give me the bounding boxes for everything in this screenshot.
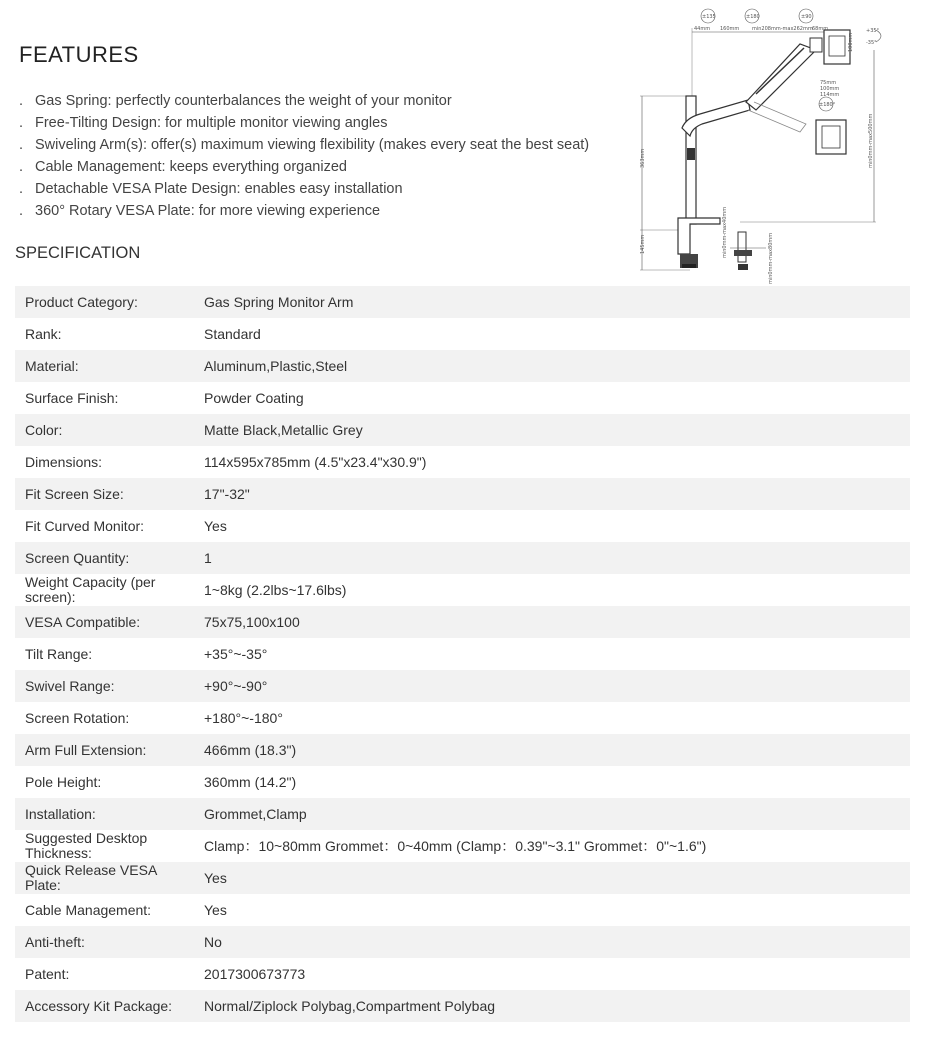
feature-text: Free-Tilting Design: for multiple monitor viewing angles xyxy=(35,115,388,131)
rotate-plate-label: ±180° xyxy=(819,102,836,108)
vesa-114-label: 114mm xyxy=(820,92,840,98)
spec-label: Rank: xyxy=(25,325,62,342)
spec-label: Arm Full Extension: xyxy=(25,741,147,758)
pole-height-label: 363mm xyxy=(640,148,646,168)
table-row xyxy=(15,606,910,638)
clamp-shape xyxy=(678,218,720,254)
spec-label: Fit Curved Monitor: xyxy=(25,517,145,534)
features-list xyxy=(19,90,589,222)
spec-label: Cable Management: xyxy=(25,901,152,918)
spec-label: Weight Capacity (per screen): xyxy=(25,574,156,605)
spec-label: Tilt Range: xyxy=(25,645,93,662)
spec-value: Grommet,Clamp xyxy=(204,806,307,822)
spec-label: Pole Height: xyxy=(25,773,102,790)
bullet-icon: . xyxy=(19,137,24,153)
spec-value: 75x75,100x100 xyxy=(204,614,300,630)
tilt-down-label: -35° xyxy=(866,40,877,46)
feature-item xyxy=(19,134,589,156)
spec-value: Yes xyxy=(204,870,227,886)
bullet-icon: . xyxy=(19,93,24,109)
feature-text: Cable Management: keeps everything organized xyxy=(35,159,347,175)
table-row xyxy=(15,894,910,926)
spec-label: Accessory Kit Package: xyxy=(25,997,173,1014)
vesa-plate-lower xyxy=(816,120,846,154)
table-row xyxy=(15,510,910,542)
feature-item xyxy=(19,112,589,134)
spec-value: 17"-32" xyxy=(204,486,250,502)
spec-value: No xyxy=(204,934,222,950)
tilt-up-label: +35° xyxy=(866,28,880,34)
spec-label: Material: xyxy=(25,357,79,374)
vesa-75-label: 75mm xyxy=(820,80,837,86)
spec-value: +90°~-90° xyxy=(204,678,268,694)
spec-value: 114x595x785mm (4.5"x23.4"x30.9") xyxy=(204,454,427,470)
table-row xyxy=(15,542,910,574)
spec-label: Quick Release VESA Plate: xyxy=(25,862,157,893)
table-row xyxy=(15,862,910,894)
spec-label: Screen Quantity: xyxy=(25,549,130,566)
table-row xyxy=(15,414,910,446)
table-row xyxy=(15,926,910,958)
table-row xyxy=(15,798,910,830)
spec-value: 466mm (18.3") xyxy=(204,742,297,758)
spec-label: Installation: xyxy=(25,805,96,822)
table-row xyxy=(15,350,910,382)
grommet-range-label: min0mm-max80mm xyxy=(768,232,774,284)
monitor-arm-dimension-diagram xyxy=(630,8,890,288)
table-row xyxy=(15,990,910,1022)
table-row xyxy=(15,446,910,478)
feature-text: Swiveling Arm(s): offer(s) maximum viewing flexibility (makes every seat the best seat) xyxy=(35,137,590,153)
spec-value: 360mm (14.2") xyxy=(204,774,297,790)
clamp-range-label: min0mm-max40mm xyxy=(722,206,728,258)
table-row xyxy=(15,702,910,734)
spec-label: Product Category: xyxy=(25,293,138,310)
swivel-right-label: ±90 xyxy=(801,14,812,20)
table-row xyxy=(15,286,910,318)
table-row xyxy=(15,734,910,766)
spec-label: Dimensions: xyxy=(25,453,103,470)
spec-label: Patent: xyxy=(25,965,70,982)
dim-160-label: 160mm xyxy=(720,26,740,32)
feature-item xyxy=(19,200,589,222)
spec-value: Gas Spring Monitor Arm xyxy=(204,294,354,310)
dim-100-label: 100mm xyxy=(848,32,854,52)
spec-value: 1~8kg (2.2lbs~17.6lbs) xyxy=(204,582,347,598)
spec-value: Normal/Ziplock Polybag,Compartment Polybag xyxy=(204,998,496,1014)
dim-68-label: 68mm xyxy=(812,26,829,32)
spec-value: 2017300673773 xyxy=(204,966,306,982)
vesa-plate-upper xyxy=(824,30,850,64)
spec-value: Yes xyxy=(204,518,227,534)
spec-value: +180°~-180° xyxy=(204,710,283,726)
feature-text: Detachable VESA Plate Design: enables easy installation xyxy=(35,181,403,197)
table-row xyxy=(15,766,910,798)
bullet-icon: . xyxy=(19,203,24,219)
bullet-icon: . xyxy=(19,115,24,131)
spec-value: Yes xyxy=(204,902,227,918)
feature-item xyxy=(19,156,589,178)
base-height-label: 145mm xyxy=(640,234,646,254)
table-row xyxy=(15,830,910,862)
spec-label: Swivel Range: xyxy=(25,677,115,694)
spec-label: Surface Finish: xyxy=(25,389,119,406)
table-row xyxy=(15,958,910,990)
specification-table xyxy=(15,286,910,1022)
swivel-top-label: ±135 xyxy=(702,14,716,20)
table-row xyxy=(15,574,910,606)
spec-value: Matte Black,Metallic Grey xyxy=(204,422,363,438)
gas-spring-arm-shape xyxy=(746,44,816,110)
dim-44-label: 44mm xyxy=(694,26,711,32)
feature-item xyxy=(19,90,589,112)
table-row xyxy=(15,318,910,350)
table-row xyxy=(15,478,910,510)
dim-reach-label: min208mm-max262mm xyxy=(752,26,813,32)
spec-value: Standard xyxy=(204,326,261,342)
feature-text: Gas Spring: perfectly counterbalances the weight of your monitor xyxy=(35,93,452,109)
vesa-100-label: 100mm xyxy=(820,86,840,92)
spec-value: Clamp：10~80mm Grommet：0~40mm (Clamp：0.39"~3.1" Grommet：0"~1.6") xyxy=(204,838,707,854)
table-row xyxy=(15,670,910,702)
features-heading: FEATURES xyxy=(19,42,139,67)
spec-label: Color: xyxy=(25,421,63,438)
bullet-icon: . xyxy=(19,159,24,175)
height-range-label: min0mm-max500mm xyxy=(868,113,874,168)
spec-label: Fit Screen Size: xyxy=(25,485,124,502)
specification-heading: SPECIFICATION xyxy=(15,244,141,262)
spec-value: 1 xyxy=(204,550,212,566)
spec-label: Suggested Desktop Thickness: xyxy=(25,830,148,861)
rotate-top-label: ±180 xyxy=(746,14,760,20)
spec-value: Aluminum,Plastic,Steel xyxy=(204,358,348,374)
spec-label: Screen Rotation: xyxy=(25,709,130,726)
grommet-pole-shape xyxy=(738,232,746,262)
feature-text: 360° Rotary VESA Plate: for more viewing experience xyxy=(35,203,381,219)
spec-value: Powder Coating xyxy=(204,390,304,406)
feature-item xyxy=(19,178,589,200)
table-row xyxy=(15,638,910,670)
bullet-icon: . xyxy=(19,181,24,197)
spec-label: VESA Compatible: xyxy=(25,613,141,630)
spec-label: Anti-theft: xyxy=(25,933,85,950)
spec-value: +35°~-35° xyxy=(204,646,268,662)
table-row xyxy=(15,382,910,414)
